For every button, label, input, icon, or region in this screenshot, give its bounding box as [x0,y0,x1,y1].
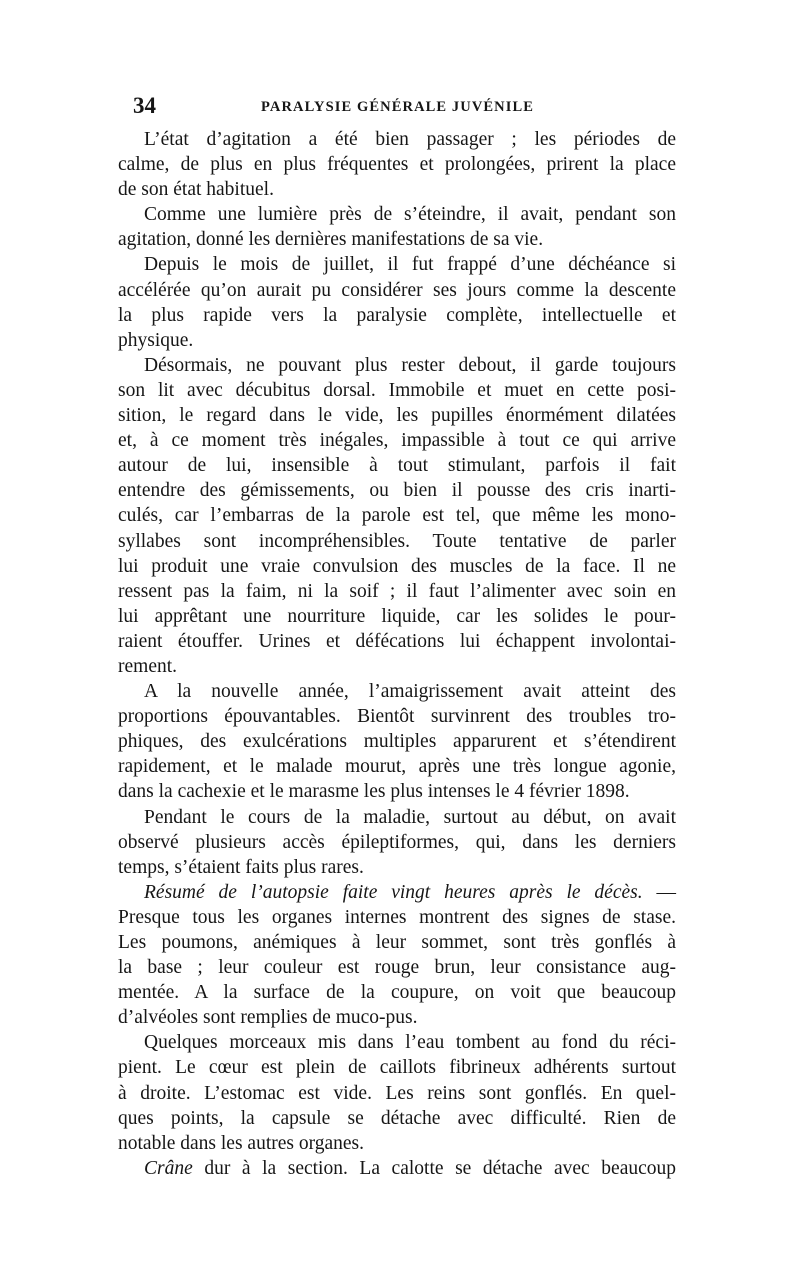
text-line: rement. [118,655,178,677]
text-line: et, à ce moment très inégales, impassible à tout ce qui arrive [118,430,676,452]
text-line: syllabes sont incompréhensibles. Toute tentative de parler [118,530,676,552]
crane-text: dur à la section. La calotte se détache avec beaucoup [192,1157,676,1179]
text-line: la plus rapide vers la paralysie complète, intellectuelle et [118,304,676,326]
running-title: PARALYSIE GÉNÉRALE JUVÉNILE [261,99,535,115]
paragraph [118,679,676,804]
paragraph-crane [118,1156,676,1181]
text-line: accélérée qu’on aurait pu considérer ses jours comme la descente [118,279,676,301]
paragraph [118,1030,676,1155]
text-line: calme, de plus en plus fréquentes et prolongées, prirent la place [118,154,676,176]
text-line: A la nouvelle année, l’amaigrissement avait atteint des [144,681,676,703]
text-line: agitation, donné les dernières manifestations de sa vie. [118,229,544,251]
text-line: sition, le regard dans le vide, les pupilles énormément dilatées [118,405,676,427]
text-line: Quelques morceaux mis dans l’eau tombent au fond du réci- [144,1032,676,1054]
paragraph [118,252,676,352]
text-line: dans la cachexie et le marasme les plus intenses le 4 février 1898. [118,781,630,803]
text-line: la base ; leur couleur est rouge brun, leur consistance aug- [118,957,676,979]
text-line: proportions épouvantables. Bientôt survinrent des troubles tro- [118,706,676,728]
body-text [118,127,676,1181]
text-line: Comme une lumière près de s’éteindre, il avait, pendant son [144,204,676,226]
page-header [133,94,683,118]
text-line: lui produit une vraie convulsion des muscles de la face. Il ne [118,555,676,577]
text-line: rapidement, et le malade mourut, après une très longue agonie, [118,756,676,778]
text-line: culés, car l’embarras de la parole est tel, que même les mono- [118,505,676,527]
text-line: pient. Le cœur est plein de caillots fibrineux adhérents surtout [118,1057,676,1079]
text-line-crane [118,1156,676,1181]
text-line: Presque tous les organes internes montrent des signes de stase. [118,906,676,928]
text-line: à droite. L’estomac est vide. Les reins sont gonflés. En quel- [118,1082,676,1104]
heading-dash: — [642,881,676,903]
paragraph [118,353,676,679]
paragraph [118,127,676,202]
text-line: de son état habituel. [118,179,274,201]
text-line: Désormais, ne pouvant plus rester debout, il garde toujours [144,354,676,376]
text-line: lui apprêtant une nourriture liquide, car les solides le pour- [118,605,676,627]
text-line: Depuis le mois de juillet, il fut frappé d’une déchéance si [144,254,676,276]
text-line: entendre des gémissements, ou bien il pousse des cris inarti- [118,480,676,502]
text-line: notable dans les autres organes. [118,1132,365,1154]
text-line: mentée. A la surface de la coupure, on voit que beaucoup [118,982,676,1004]
text-line: ques points, la capsule se détache avec difficulté. Rien de [118,1107,676,1129]
text-line: Les poumons, anémiques à leur sommet, sont très gonflés à [118,932,676,953]
text-line: Pendant le cours de la maladie, surtout au début, on avait [144,806,676,828]
text-line: d’alvéoles sont remplies de muco-pus. [118,1007,418,1029]
text-line: phiques, des exulcérations multiples apparurent et s’étendirent [118,731,676,753]
page-number: 34 [133,93,156,118]
crane-heading: Crâne [144,1157,193,1179]
text-line: physique. [118,329,194,351]
text-line-heading [118,880,676,905]
text-line: autour de lui, insensible à tout stimulant, parfois il fait [118,455,676,477]
text-line: ressent pas la faim, ni la soif ; il faut l’alimenter avec soin en [118,580,676,602]
text-line: L’état d’agitation a été bien passager ; les périodes de [144,129,676,150]
paragraph-autopsy-summary [118,880,676,1031]
paragraph [118,202,676,252]
paragraph [118,805,676,880]
text-line: raient étouffer. Urines et défécations lui échappent involontai- [118,630,676,652]
text-line: observé plusieurs accès épileptiformes, qui, dans les derniers [118,831,676,853]
text-line: son lit avec décubitus dorsal. Immobile et muet en cette posi- [118,379,676,401]
text-line: temps, s’étaient faits plus rares. [118,856,364,878]
autopsy-heading: Résumé de l’autopsie faite vingt heures après le décès. [144,881,643,903]
